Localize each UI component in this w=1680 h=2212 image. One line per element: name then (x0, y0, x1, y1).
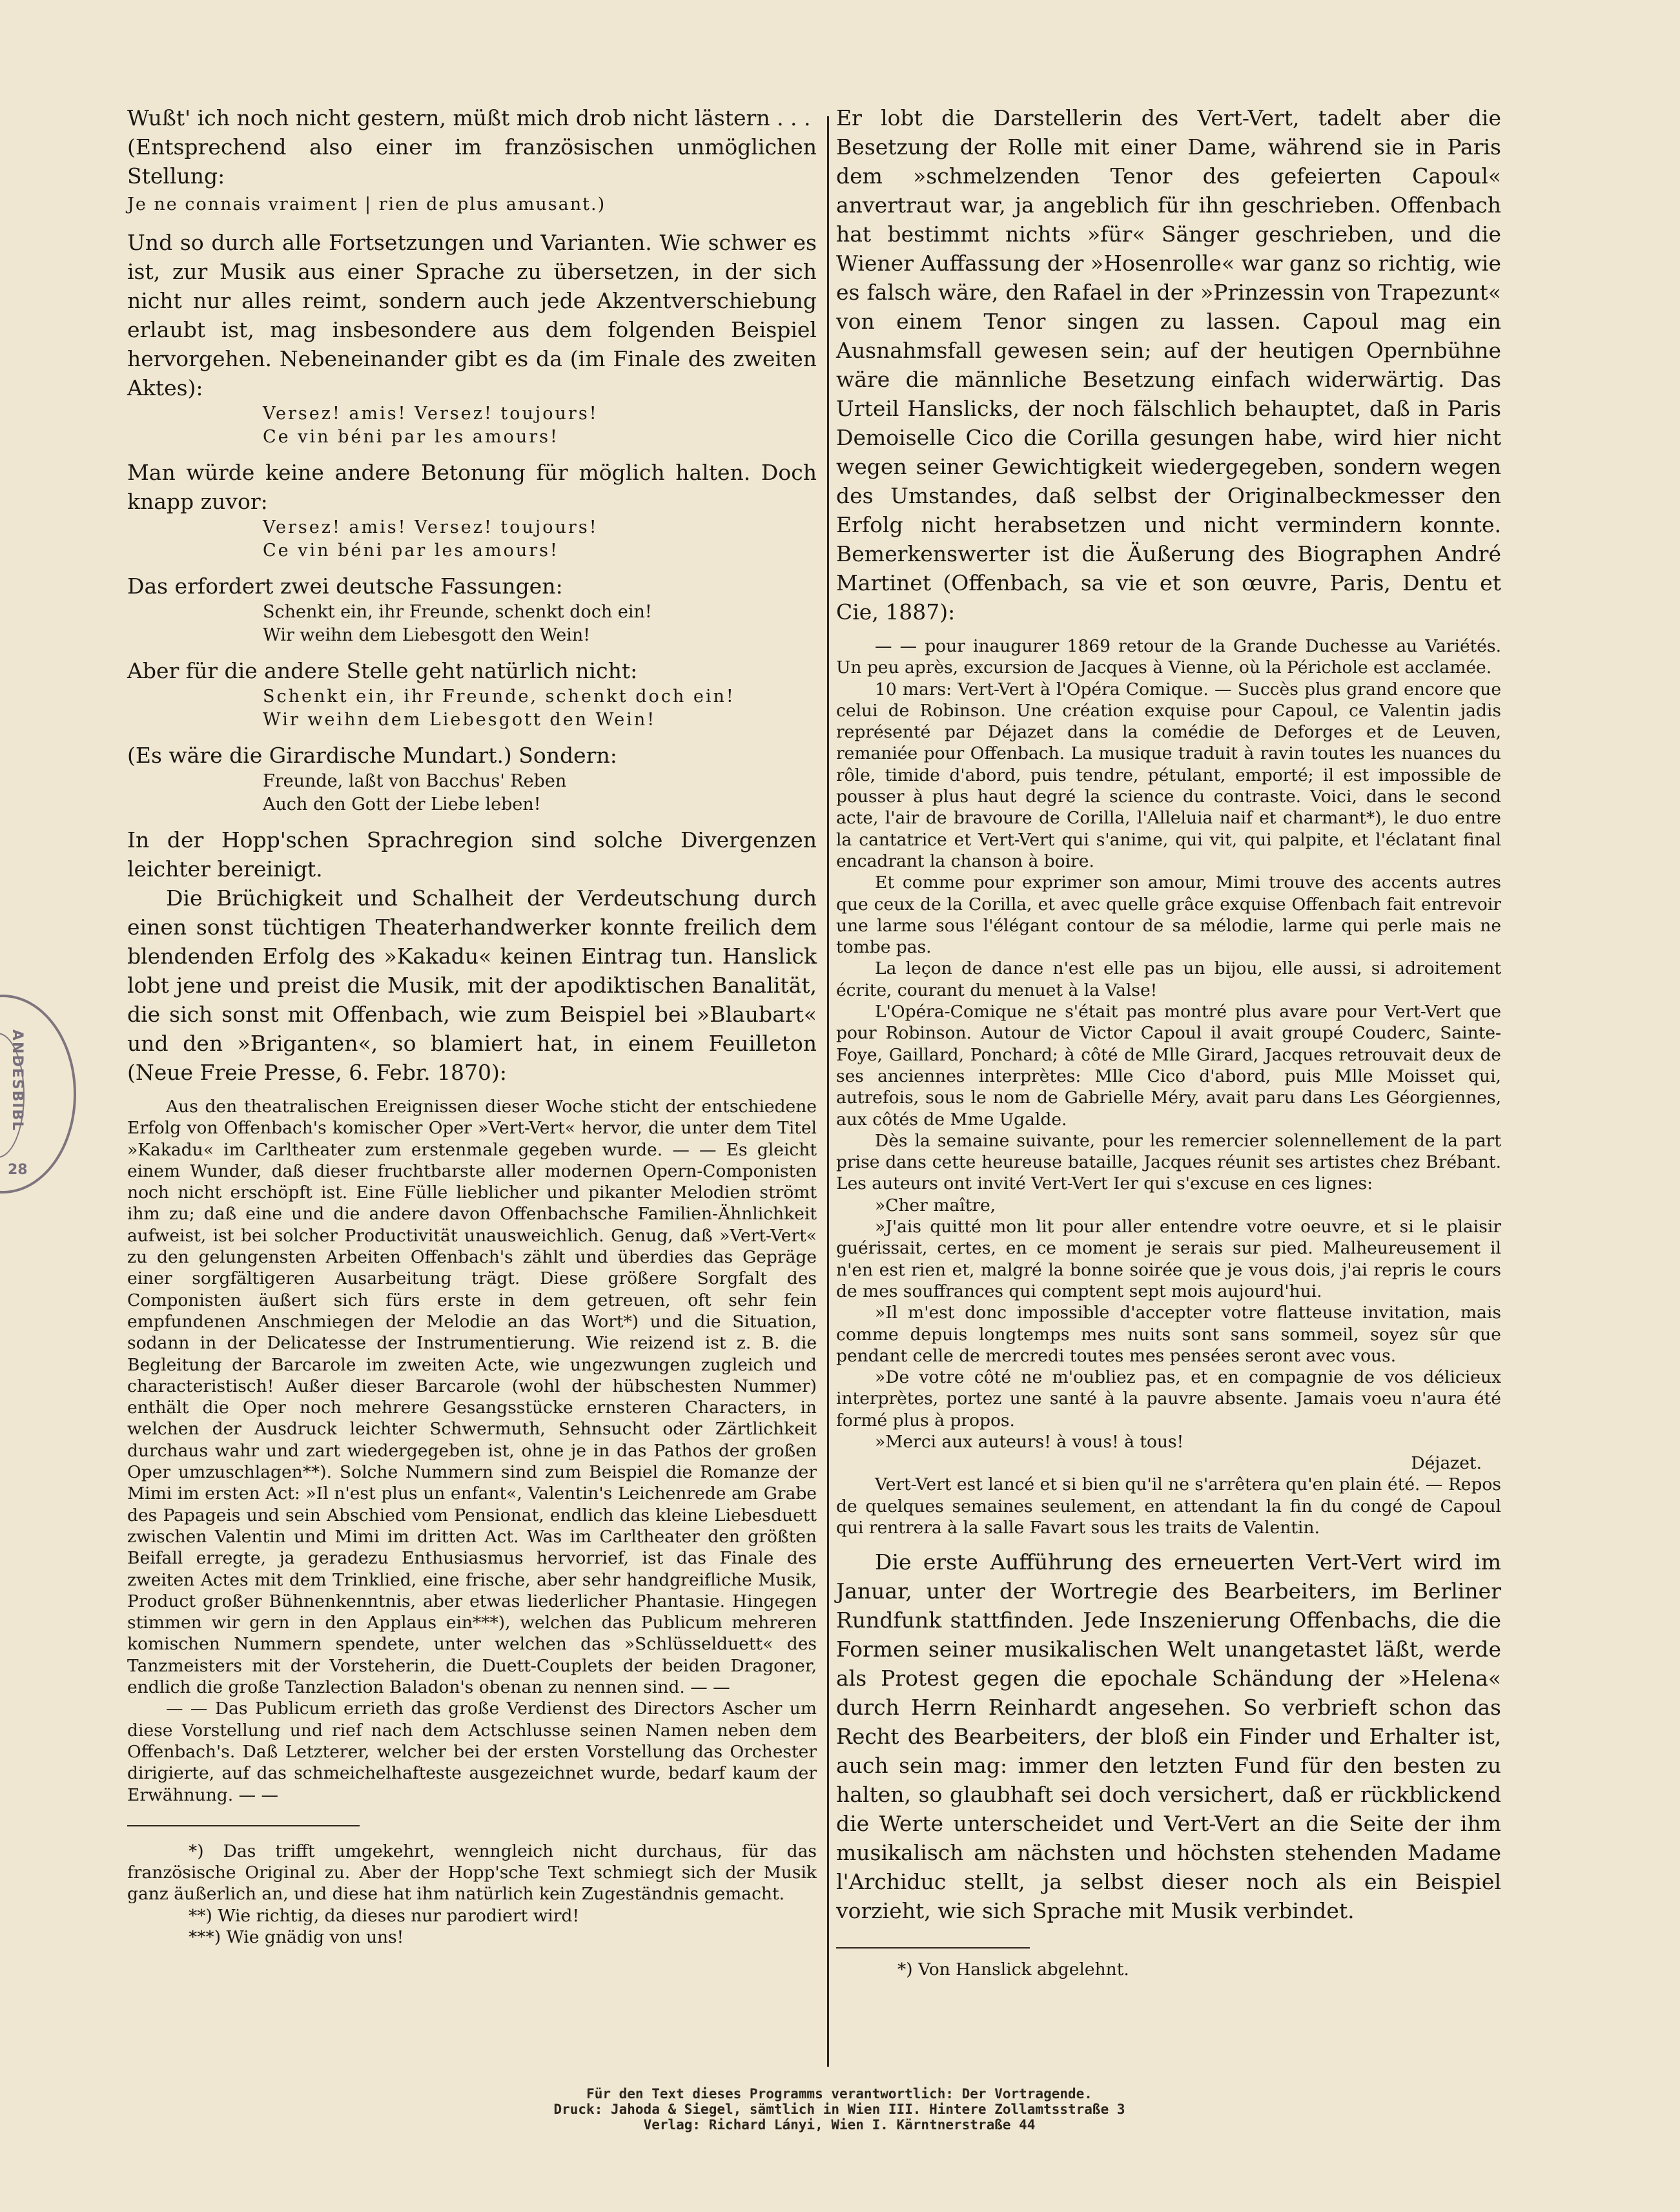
paragraph: (Entsprechend also einer im französischen unmöglichen Stellung: (127, 134, 817, 189)
stamp-number: 28 (8, 1162, 28, 1178)
verse-line: Ce vin béni par les amours! (263, 541, 559, 561)
paragraph: Aber für die andere Stelle geht natürlich nicht: (127, 658, 638, 683)
verse-line: Wußt' ich noch nicht gestern, müßt mich drob nicht lästern . . . (127, 105, 811, 130)
quotation: Et comme pour exprimer son amour, Mimi trouve des accents autres que ceux de la Corilla, et avec quelle grâce exquise Offenbach fait entrevoir une larme sous l'élégant contour de sa mélodie, larme qui perle mais ne tombe pas. (836, 873, 1501, 958)
footnote-rule (836, 1947, 1030, 1948)
footnote: ***) Wie gnädig von uns! (189, 1927, 404, 1947)
verse-line: Ce vin béni par les amours! (263, 427, 559, 447)
quotation: 10 mars: Vert-Vert à l'Opéra Comique. — Succès plus grand encore que celui de Robinson. Une création exquise pour Capoul, ce Valentin jadis représenté par Déjazet dans la comédie de Deforges et de Leuven, remaniée pour Offenbach. La musique traduit à ravin toutes les nuances du rôle, timide d'abord, puis tendre, pétulant, emporté; il est impossible de pousser à plus haut degré la science du contraste. Voici, dans le second acte, l'air de bravoure de Corilla, l'Alleluia naif et charmant*), le duo entre la cantatrice et Vert-Vert qui s'anime, qui vit, qui palpite, et l'éclatant final encadrant la chanson à boire. (836, 679, 1501, 871)
verse-line: Schenkt ein, ihr Freunde, schenkt doch ein! (263, 602, 652, 622)
imprint-line: Für den Text dieses Programms verantwortlich: Der Vortragende. (586, 2086, 1092, 2102)
column-divider (827, 116, 829, 2067)
quotation: L'Opéra-Comique ne s'était pas montré plus avare pour Vert-Vert que pour Robinson. Autour de Victor Capoul il avait groupé Couderc, Sainte-Foye, Gaillard, Ponchard; à côté de Mlle Girard, Jacques retrouvait deux de ses anciennes interprètes: Mlle Cico d'abord, puis Mlle Moisset qui, autrefois, sous le nom de Gabrielle Méry, avait paru dans Les Géorgiennes, aux côtés de Mme Ugalde. (836, 1002, 1501, 1130)
quotation: Vert-Vert est lancé et si bien qu'il ne s'arrêtera qu'en plain été. — Repos de quelques semaines seulement, en attendant la fin du congé de Capoul qui rentrera à la salle Favart sous les traits de Valentin. (836, 1474, 1501, 1538)
stamp-text: ANDESBIBL (9, 1029, 25, 1132)
quotation: La leçon de dance n'est elle pas un bijou, elle aussi, si adroitement écrite, courant du menuet à la Valse! (836, 958, 1501, 1000)
paragraph: Er lobt die Darstellerin des Vert-Vert, tadelt aber die Besetzung der Rolle mit einer Dame, während sie in Paris dem »schmelzenden Tenor des gefeierten Capoul« anvertraut war, ja angeblich für ihn geschrieben. Offenbach hat bestimmt nichts »für« Sänger geschrieben, und die Wiener Auffassung der »Hosenrolle« war ganz so richtig, wie es falsch wäre, den Rafael in der »Prinzessin von Trapezunt« von einem Tenor singen zu lassen. Capoul mag ein Ausnahmsfall gewesen sein; auf der heutigen Opernbühne wäre die männliche Besetzung einfach widerwärtig. Das Urteil Hanslicks, der noch fälschlich behauptet, daß in Paris Demoiselle Cico die Corilla gesungen habe, wird hier nicht wegen seiner Gewichtigkeit wiedergegeben, sondern wegen des Umstandes, daß selbst der Originalbeckmesser den Erfolg nicht herabsetzen und nicht vermindern konnte. Bemerkenswerter ist die Äußerung des Biographen André Martinet (Offenbach, sa vie et son œuvre, Paris, Dentu et Cie, 1887): (836, 105, 1501, 625)
footnote-rule (127, 1825, 360, 1826)
quotation: Aus den theatralischen Ereignissen dieser Woche sticht der entschiedene Erfolg von Offenbach's komischer Oper »Vert-Vert« hervor, die unter dem Titel »Kakadu« im Carltheater zum erstenmale gegeben wurde. — — Es gleicht einem Wunder, daß dieser fruchtbarste aller modernen Opern-Componisten noch nicht erschöpft ist. Eine Fülle lieblicher und pikanter Melodien strömt ihm zu; daß eine und die andere davon Offenbachsche Familien-Ähnlichkeit aufweist, ist bei solcher Productivität unausweichlich. Genug, daß »Vert-Vert« zu den gelungensten Arbeiten Offenbach's zählt und überdies das Gepräge einer sorgfältigeren Ausarbeitung trägt. Diese größere Sorgfalt des Componisten äußert sich fürs erste in dem getreuen, oft sehr fein empfundenen Anschmiegen der Melodie an das Wort*) und die Situation, sodann in der Delicatesse der Instrumentierung. Wie reizend ist z. B. die Begleitung der Barcarole im zweiten Acte, wie ungezwungen zugleich und characteristisch! Außer dieser Barcarole (wohl der hübschesten Nummer) enthält die Oper noch mehrere Gesangsstücke ernsteren Characters, in welchen der Ausdruck leichter Schwermuth, Sehnsucht oder Zärtlichkeit durchaus wahr und zart wiedergegeben ist, ohne je in das Pathos der großen Oper umzuschlagen**). Solche Nummern sind zum Beispiel die Romanze der Mimi im ersten Act: »Il n'est plus un enfant«, Valentin's Leichenrede am Grabe des Papageis und sein Abschied vom Pensionat, endlich das kleine Liebesduett zwischen Valentin und Mimi im dritten Act. Was im Carltheater den größten Beifall erregte, ja geradezu Enthusiasmus hervorrief, ist das Finale des zweiten Actes mit dem Trinklied, eine frische, aber sehr handgreifliche Musik, Product großer Bühnenkenntnis, aber etwas liederlicher Phantasie. Hingegen stimmen wir gern in den Applaus ein***), welchen das Publicum mehreren komischen Nummern spendete, unter welchen das »Schlüsselduett« des Tanzmeisters mit der Vorsteherin, die Duett-Couplets der beiden Dragoner, endlich die große Tanzlection Baladon's obenan zu nennen sind. — — (127, 1097, 817, 1698)
paragraph: Man würde keine andere Betonung für möglich halten. Doch knapp zuvor: (127, 460, 817, 514)
quotation: — — Das Publicum errieth das große Verdienst des Directors Ascher um diese Vorstellung und rief nach dem Actschlusse seinen Namen neben dem Offenbach's. Daß Letzterer, welcher bei der ersten Vorstellung das Orchester dirigierte, auf das schmeichelhafteste ausgezeichnet wurde, bedarf kaum der Erwähnung. — — (127, 1699, 817, 1805)
footnote: *) Von Hanslick abgelehnt. (897, 1959, 1129, 1980)
left-column (127, 103, 817, 1948)
quotation: — — pour inaugurer 1869 retour de la Grande Duchesse au Variétés. Un peu après, excursion de Jacques à Vienne, où la Périchole est acclamée. (836, 636, 1501, 678)
verse-line: Auch den Gott der Liebe leben! (263, 794, 541, 814)
letter-salutation: »Cher maître, (875, 1195, 996, 1215)
verse-line: Wir weihn dem Liebesgott den Wein! (263, 625, 591, 645)
footnote: *) Das trifft umgekehrt, wenngleich nicht durchaus, für das französische Original zu. Aber der Hopp'sche Text schmiegt sich der Musik ganz äußerlich an, und diese hat ihm natürlich kein Zugeständnis gemacht. (127, 1841, 817, 1905)
example-line: Je ne connais vraiment | rien de plus amusant.) (127, 194, 606, 214)
right-column (836, 103, 1501, 1980)
paragraph: (Es wäre die Girardische Mundart.) Sondern: (127, 743, 617, 768)
imprint-line: Druck: Jahoda & Siegel, sämtlich in Wien III. Hintere Zollamtsstraße 3 (553, 2102, 1125, 2117)
verse-line: Versez! amis! Versez! toujours! (263, 517, 599, 537)
verse-line: Freunde, laßt von Bacchus' Reben (263, 771, 567, 791)
quotation: Dès la semaine suivante, pour les remercier solennellement de la part prise dans cette heureuse bataille, Jacques réunit ses artistes chez Brébant. Les auteurs ont invité Vert-Vert Ier qui s'excuse en ces lignes: (836, 1130, 1501, 1194)
paragraph: In der Hopp'schen Sprachregion sind solche Divergenzen leichter bereinigt. (127, 827, 817, 882)
verse-line: Wir weihn dem Liebesgott den Wein! (263, 710, 657, 730)
verse-line: Schenkt ein, ihr Freunde, schenkt doch ein! (263, 687, 735, 707)
letter-text: »De votre côté ne m'oubliez pas, et en compagnie de vos délicieux interprètes, portez une santé à la pauvre absente. Jamais voeu n'aura été formé plus à propos. (836, 1367, 1501, 1431)
footnote: **) Wie richtig, da dieses nur parodiert wird! (189, 1905, 580, 1926)
library-stamp (0, 995, 76, 1194)
letter-signature: Déjazet. (1411, 1453, 1482, 1474)
paragraph: Das erfordert zwei deutsche Fassungen: (127, 574, 563, 599)
imprint-line: Verlag: Richard Lányi, Wien I. Kärntnerstraße 44 (643, 2117, 1036, 2133)
letter-text: »Il m'est donc impossible d'accepter votre flatteuse invitation, mais comme depuis longtemps mes nuits sont sans sommeil, soyez sûr que pendant celle de mercredi toutes mes pensées seront avec vous. (836, 1303, 1501, 1366)
imprint (387, 2086, 1291, 2133)
paragraph: Und so durch alle Fortsetzungen und Varianten. Wie schwer es ist, zur Musik aus einer Sprache zu übersetzen, in der sich nicht nur alles reimt, sondern auch jede Akzentverschiebung erlaubt ist, mag insbesondere aus dem folgenden Beispiel hervorgehen. Nebeneinander gibt es da (im Finale des zweiten Aktes): (127, 230, 817, 400)
paragraph: Die Brüchigkeit und Schalheit der Verdeutschung durch einen sonst tüchtigen Theaterhandwerker konnte freilich dem blendenden Erfolg des »Kakadu« keinen Eintrag tun. Hanslick lobt jene und preist die Musik, mit der apodiktischen Banalität, die sich sonst mit Offenbach, wie zum Beispiel bei »Blaubart« und den »Briganten«, so blamiert hat, in einem Feuilleton (Neue Freie Presse, 6. Febr. 1870): (127, 885, 817, 1085)
verse-line: Versez! amis! Versez! toujours! (263, 404, 599, 424)
letter-text: »J'ais quitté mon lit pour aller entendre votre oeuvre, et si le plaisir guérissait, certes, en ce moment je serais sur pied. Malheureusement il n'en est rien et, malgré la bonne soirée que je vous dois, j'ai repris le cours de mes souffrances qui comptent sept mois aujourd'hui. (836, 1217, 1501, 1301)
paragraph: Die erste Aufführung des erneuerten Vert-Vert wird im Januar, unter der Wortregie des Bearbeiters, im Berliner Rundfunk stattfinden. Jede Inszenierung Offenbachs, die die Formen seiner musikalischen Welt unangetastet läßt, werde als Protest gegen die epochale Schändung der »Helena« durch Herrn Reinhardt angesehen. So verbrieft schon das Recht des Bearbeiters, der bloß ein Finder und Erhalter ist, auch sein mag: immer den letzten Fund für den besten zu halten, so glaubhaft sei doch versichert, daß er rückblickend die Werte unterscheidet und Vert-Vert an die Seite der ihm musikalisch am nächsten und höchsten stehenden Madame l'Archiduc stellt, ja selbst dieser noch als ein Beispiel vorzieht, wie sich Sprache mit Musik verbindet. (836, 1549, 1501, 1924)
letter-text: »Merci aux auteurs! à vous! à tous! (875, 1431, 1184, 1452)
